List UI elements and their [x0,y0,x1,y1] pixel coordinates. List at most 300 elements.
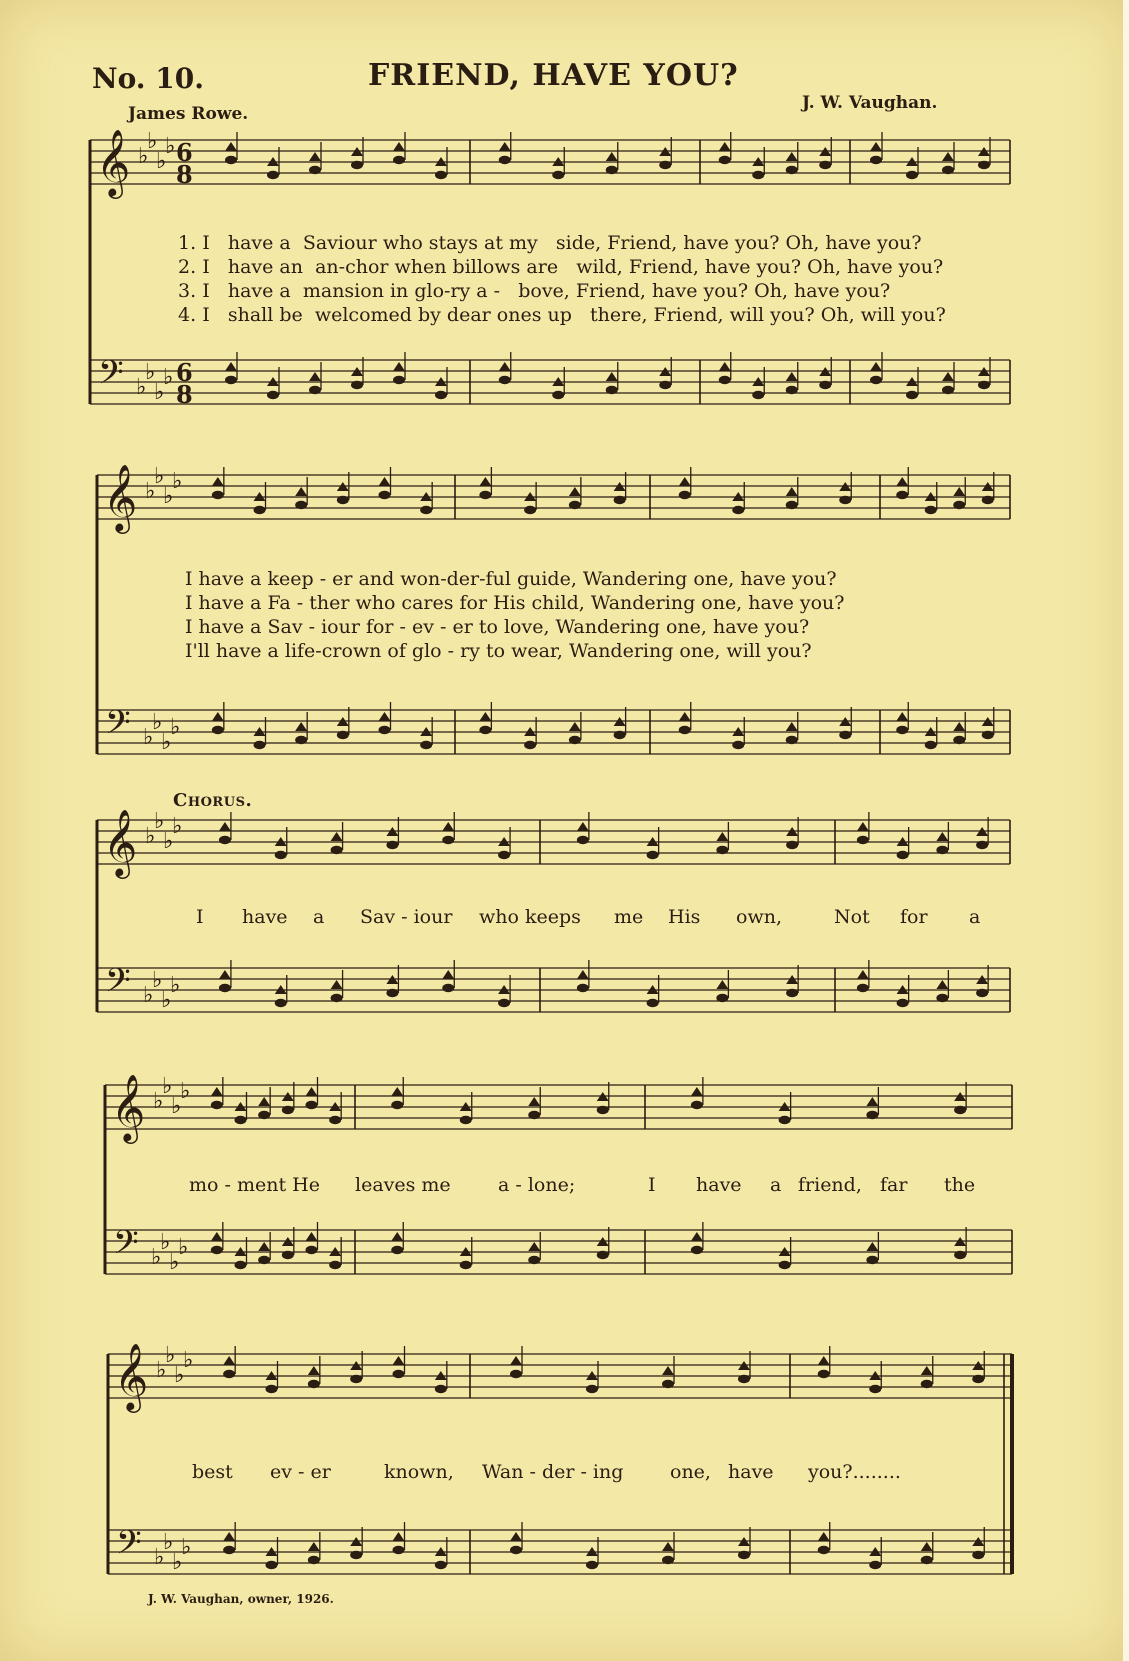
treble-note-head [235,1116,247,1124]
bass-note-head [786,386,798,394]
bass-note-head [936,994,948,1002]
bass-clef-icon: 𝄢 [113,1224,139,1270]
flat-icon: ♭ [145,360,156,385]
verse-cont-line-4: I'll have a life-crown of glo - ry to wear, Wandering one, will you? [185,640,812,662]
bass-note-head [732,741,744,749]
treble-note-head [921,1380,933,1388]
bass-note-head [479,726,491,734]
chorus-word: a - lone; [498,1174,576,1196]
bass-note-head [857,984,869,992]
bass-note-head [866,1242,878,1251]
treble-note-head [614,496,626,504]
bass-note-head [420,741,432,749]
treble-note-head [223,1370,235,1378]
bass-note-head [442,970,454,979]
bass-note-head [662,1556,674,1564]
treble-note-head [211,1087,223,1096]
bass-note-head [442,984,454,992]
treble-note-head [524,506,536,514]
bass-clef-icon: 𝄢 [116,1524,142,1570]
flat-icon: ♭ [154,1545,165,1570]
treble-note-head [870,142,882,151]
treble-note-head [896,491,908,499]
treble-clef-icon: 𝄞 [103,808,138,876]
treble-note-head [386,841,398,849]
flat-icon: ♭ [143,725,154,750]
treble-clef-icon: 𝄞 [114,1342,149,1410]
treble-note-head [309,152,321,161]
treble-note-head [306,1087,318,1096]
bass-note-head [275,999,287,1007]
bass-note-head [258,1242,270,1251]
treble-note-head [606,166,618,174]
treble-note-head [857,836,869,844]
time-signature: 6 [176,138,193,167]
chorus-word: known, [384,1461,454,1483]
chorus-label: Chorus. [173,790,253,811]
bass-note-head [225,362,237,371]
treble-note-head [818,1356,830,1365]
time-signature: 8 [176,380,193,409]
treble-note-head [258,1097,270,1106]
chorus-word: I [648,1174,656,1196]
bass-note-head [379,712,391,721]
bass-note-head [306,1246,318,1254]
bass-note-head [569,736,581,744]
bass-note-head [393,1532,405,1541]
bass-note-head [528,1242,540,1251]
treble-note-head [716,832,728,841]
treble-note-head [435,171,447,179]
flat-icon: ♭ [172,1550,183,1575]
treble-note-head [211,1101,223,1109]
flat-icon: ♭ [178,1235,189,1260]
treble-note-head [393,1356,405,1365]
bass-note-head [752,391,764,399]
flat-icon: ♭ [154,464,165,489]
treble-note-head [499,156,511,164]
bass-note-head [906,391,918,399]
flat-icon: ♭ [153,1089,164,1114]
treble-note-head [351,161,363,169]
bass-note-head [869,1561,881,1569]
treble-note-head [786,166,798,174]
flat-icon: ♭ [151,1245,162,1270]
bass-note-head [308,1542,320,1551]
flat-icon: ♭ [163,1530,174,1555]
treble-note-head [606,152,618,161]
bass-note-head [978,381,990,389]
treble-note-head [659,161,671,169]
bass-note-head [942,386,954,394]
treble-note-head [309,166,321,174]
bass-note-head [954,1251,966,1259]
flat-icon: ♭ [136,375,147,400]
treble-note-head [972,1375,984,1383]
chorus-word: own, [736,906,782,928]
bass-note-head [254,741,266,749]
bass-note-head [267,391,279,399]
bass-note-head [331,994,343,1002]
bass-note-head [896,712,908,721]
bass-note-head [266,1561,278,1569]
chorus-word: mo - ment He [189,1174,320,1196]
treble-note-head [942,152,954,161]
bass-note-head [350,1551,362,1559]
bass-note-head [258,1256,270,1264]
bass-note-head [716,994,728,1002]
bass-note-head [211,1232,223,1241]
treble-note-head [498,851,510,859]
verse-cont-line-2: I have a Fa - ther who cares for His child, Wandering one, have you? [185,592,845,614]
bass-note-head [606,386,618,394]
chorus-word: His [668,906,701,928]
treble-note-head [719,156,731,164]
flat-icon: ♭ [147,129,158,154]
treble-note-head [266,1385,278,1393]
treble-note-head [528,1111,540,1119]
flat-icon: ♭ [165,1343,176,1368]
bass-note-head [235,1261,247,1269]
flat-icon: ♭ [156,1358,167,1383]
bass-note-head [331,980,343,989]
bass-note-head [586,1561,598,1569]
bass-note-head [219,970,231,979]
treble-note-head [282,1106,294,1114]
bass-note-head [779,1261,791,1269]
bass-note-head [577,970,589,979]
treble-note-head [786,841,798,849]
bass-note-head [498,999,510,1007]
bass-note-head [953,722,965,731]
treble-note-head [679,477,691,486]
chorus-word: leaves me [355,1174,451,1196]
treble-note-head [391,1087,403,1096]
chorus-word: you?........ [808,1461,901,1483]
flat-icon: ♭ [165,134,176,159]
bass-note-head [223,1532,235,1541]
bass-note-head [597,1251,609,1259]
treble-note-head [978,161,990,169]
treble-note-head [258,1111,270,1119]
treble-note-head [442,822,454,831]
bass-note-head [614,731,626,739]
treble-note-head [953,501,965,509]
chorus-word: a [969,906,981,928]
verse-line-1: 1. I have a Saviour who stays at my side, Friend, have you? Oh, have you? [178,232,922,254]
treble-note-head [732,506,744,514]
bass-note-head [870,376,882,384]
treble-note-head [818,1370,830,1378]
treble-note-head [331,832,343,841]
bass-note-head [460,1261,472,1269]
treble-note-head [308,1380,320,1388]
bass-note-head [351,381,363,389]
bass-note-head [679,712,691,721]
chorus-word: me [614,906,644,928]
treble-note-head [839,496,851,504]
bass-note-head [499,376,511,384]
treble-note-head [337,496,349,504]
treble-note-head [275,851,287,859]
flat-icon: ♭ [163,829,174,854]
treble-note-head [219,836,231,844]
time-signature: 6 [176,358,193,387]
bass-note-head [972,1551,984,1559]
treble-note-head [308,1366,320,1375]
bass-note-head [337,731,349,739]
hymn-title: FRIEND, HAVE YOU? [368,58,739,93]
treble-note-head [662,1380,674,1388]
treble-note-head [586,1385,598,1393]
chorus-word: I [196,906,204,928]
verse-line-4: 4. I shall be welcomed by dear ones up there, Friend, will you? Oh, will you? [178,304,946,326]
treble-note-head [738,1375,750,1383]
chorus-word: have [696,1174,742,1196]
bass-note-head [921,1556,933,1564]
treble-note-head [510,1370,522,1378]
bass-note-head [976,989,988,997]
bass-note-head [393,362,405,371]
chorus-word: a [313,906,325,928]
treble-note-head [647,851,659,859]
flat-icon: ♭ [161,730,172,755]
bass-note-head [211,1246,223,1254]
treble-note-head [982,496,994,504]
bass-note-head [308,1556,320,1564]
treble-note-head [212,477,224,486]
chorus-word: Not [834,906,870,928]
chorus-word: one, [670,1461,711,1483]
flat-icon: ♭ [145,824,156,849]
treble-clef-icon: 𝄞 [103,463,138,531]
bass-note-head [936,980,948,989]
chorus-word: far [880,1174,908,1196]
bass-note-head [691,1232,703,1241]
lyricist-credit: James Rowe. [128,104,249,124]
bass-note-head [719,362,731,371]
bass-note-head [510,1532,522,1541]
treble-note-head [597,1106,609,1114]
bass-note-head [679,726,691,734]
bass-note-head [606,372,618,381]
treble-note-head [752,171,764,179]
chorus-word: Wan - der - ing [482,1461,624,1483]
bass-note-head [942,372,954,381]
treble-note-head [552,171,564,179]
treble-note-head [869,1385,881,1393]
treble-note-head [442,836,454,844]
flat-icon: ♭ [169,1250,180,1275]
bass-note-head [569,722,581,731]
bass-note-head [393,376,405,384]
treble-note-head [225,142,237,151]
treble-note-head [569,487,581,496]
bass-note-head [552,391,564,399]
treble-note-head [569,501,581,509]
treble-note-head [936,832,948,841]
verse-cont-line-3: I have a Sav - iour for - ev - er to love, Wandering one, have you? [185,616,810,638]
bass-clef-icon: 𝄢 [105,962,131,1008]
treble-note-head [223,1356,235,1365]
bass-note-head [379,726,391,734]
treble-note-head [691,1101,703,1109]
flat-icon: ♭ [152,968,163,993]
treble-note-head [577,822,589,831]
bass-note-head [896,726,908,734]
bass-note-head [386,989,398,997]
bass-note-head [839,731,851,739]
bass-note-head [577,984,589,992]
treble-note-head [306,1101,318,1109]
flat-icon: ♭ [172,814,183,839]
verse-cont-line-1: I have a keep - er and won-der-ful guide, Wandering one, have you? [185,568,837,590]
bass-note-head [219,984,231,992]
bass-note-head [857,970,869,979]
treble-note-head [393,142,405,151]
treble-note-head [267,171,279,179]
bass-note-head [819,381,831,389]
composer-credit: J. W. Vaughan. [802,93,938,113]
flat-icon: ♭ [154,380,165,405]
treble-note-head [942,166,954,174]
flat-icon: ♭ [160,1230,171,1255]
bass-clef-icon: 𝄢 [105,704,131,750]
bass-note-head [282,1251,294,1259]
treble-note-head [479,477,491,486]
treble-note-head [350,1375,362,1383]
bass-note-head [212,726,224,734]
treble-note-head [786,501,798,509]
treble-note-head [379,491,391,499]
chorus-word: have [242,906,288,928]
bass-note-head [479,712,491,721]
bass-note-head [524,741,536,749]
bass-note-head [309,386,321,394]
bass-note-head [870,362,882,371]
bass-note-head [866,1256,878,1264]
treble-note-head [295,501,307,509]
chorus-word: friend, [798,1174,862,1196]
flat-icon: ♭ [171,1094,182,1119]
bass-note-head [306,1232,318,1241]
bass-note-head [499,362,511,371]
bass-note-head [786,989,798,997]
copyright-footer: J. W. Vaughan, owner, 1926. [148,1592,334,1606]
treble-note-head [897,851,909,859]
flat-icon: ♭ [138,144,149,169]
chorus-word: a [770,1174,782,1196]
bass-note-head [510,1546,522,1554]
chorus-word: ev - er [270,1461,331,1483]
bass-note-head [435,391,447,399]
treble-note-head [691,1087,703,1096]
treble-note-head [479,491,491,499]
bass-note-head [329,1261,341,1269]
treble-note-head [906,171,918,179]
chorus-word: the [944,1174,976,1196]
treble-note-head [921,1366,933,1375]
bass-note-head [786,372,798,381]
treble-note-head [254,506,266,514]
flat-icon: ♭ [162,1074,173,1099]
chorus-word: who keeps [479,906,581,928]
chorus-word: have [728,1461,774,1483]
bass-note-head [391,1246,403,1254]
treble-note-head [866,1097,878,1106]
treble-note-head [679,491,691,499]
flat-icon: ♭ [170,715,181,740]
bass-note-head [309,372,321,381]
bass-note-head [391,1232,403,1241]
treble-note-head [393,1370,405,1378]
bass-note-head [691,1246,703,1254]
flat-icon: ♭ [143,983,154,1008]
flat-icon: ♭ [145,479,156,504]
verse-line-3: 3. I have a mansion in glo-ry a - bove, Friend, have you? Oh, have you? [178,280,891,302]
hymn-number: No. 10. [92,62,204,95]
treble-note-head [716,846,728,854]
treble-note-head [953,487,965,496]
treble-note-head [528,1097,540,1106]
bass-note-head [295,736,307,744]
bass-note-head [953,736,965,744]
flat-icon: ♭ [156,149,167,174]
treble-note-head [435,1385,447,1393]
bass-note-head [786,722,798,731]
bass-note-head [528,1256,540,1264]
flat-icon: ♭ [174,1363,185,1388]
flat-icon: ♭ [152,710,163,735]
bass-note-head [897,999,909,1007]
bass-note-head [925,741,937,749]
bass-note-head [435,1561,447,1569]
bass-note-head [212,712,224,721]
treble-note-head [936,846,948,854]
treble-note-head [719,142,731,151]
flat-icon: ♭ [154,809,165,834]
bass-note-head [982,731,994,739]
time-signature: 8 [176,160,193,189]
bass-note-head [818,1546,830,1554]
bass-note-head [647,999,659,1007]
treble-note-head [870,156,882,164]
treble-note-head [866,1111,878,1119]
chorus-word: Sav - iour [360,906,453,928]
flat-icon: ♭ [172,469,183,494]
treble-clef-icon: 𝄞 [111,1073,146,1141]
flat-icon: ♭ [183,1348,194,1373]
flat-icon: ♭ [161,988,172,1013]
treble-note-head [212,491,224,499]
treble-clef-icon: 𝄞 [96,128,131,196]
treble-note-head [662,1366,674,1375]
bass-note-head [786,736,798,744]
treble-note-head [379,477,391,486]
treble-note-head [779,1116,791,1124]
treble-note-head [896,477,908,486]
treble-note-head [460,1116,472,1124]
treble-note-head [925,506,937,514]
treble-note-head [786,487,798,496]
flat-icon: ♭ [163,484,174,509]
bass-note-head [223,1546,235,1554]
flat-icon: ♭ [181,1535,192,1560]
treble-note-head [577,836,589,844]
bass-clef-icon: 𝄢 [98,354,124,400]
treble-note-head [295,487,307,496]
bass-note-head [716,980,728,989]
